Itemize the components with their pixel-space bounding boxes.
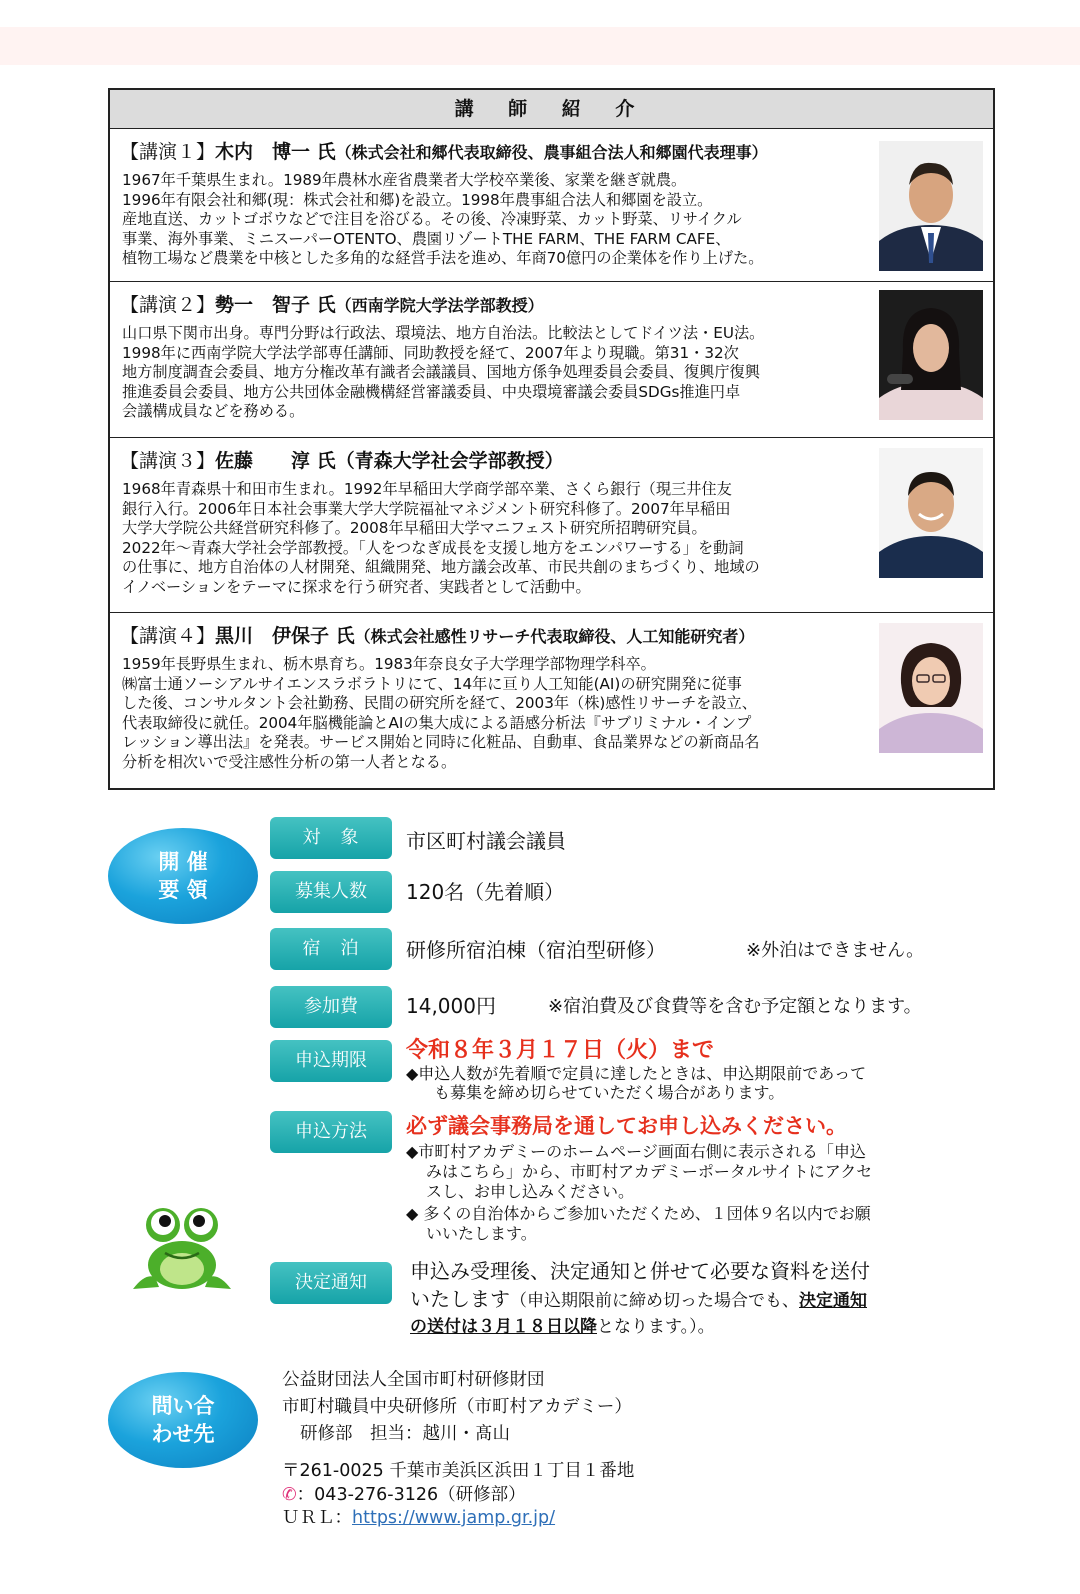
event-badge — [108, 828, 258, 924]
lecturer-bio — [122, 480, 874, 598]
bio-line: レッション導出法』を発表。サービス開始と同時に化粧品、自動車、食品業界などの新商品名 — [122, 733, 760, 752]
bio-line: 1998年に西南学院大学法学部専任講師、同助教授を経て、2007年より現職。第31・32次 — [122, 343, 739, 362]
contact-office: 市町村職員中央研修所（市町村アカデミー） — [282, 1397, 632, 1417]
bio-line: 銀行入行。2006年日本社会事業大学大学院福祉マネジメント研究科修了。2007年早稲田 — [122, 499, 731, 518]
bio-line: 1967年千葉県生まれ。1989年農林水産省農業者大学校卒業後、家業を継ぎ就農。 — [122, 171, 687, 189]
lecturer-affiliation: （青森大学社会学部教授） — [335, 450, 564, 472]
lecturer-name: 勢一 智子 氏 — [215, 294, 336, 316]
lecturer-photo — [879, 290, 983, 420]
capacity-label: 募集人数 — [270, 871, 392, 913]
method-note-1: ◆市町村アカデミーのホームページ画面右側に表示される「申込 — [406, 1142, 866, 1161]
method-value: 必ず議会事務局を通してお申し込みください。 — [406, 1114, 847, 1138]
bio-line: 代表取締役に就任。2004年脳機能論とAIの集大成による語感分析法『サブリミナル・インプ — [122, 713, 752, 732]
notice-text: となります。）。 — [597, 1317, 715, 1337]
lecturer-affiliation: （株式会社感性リサーチ代表取締役、人工知能研究者） — [354, 627, 755, 646]
lecturer-name: 佐藤 淳 氏 — [215, 450, 336, 472]
badge-line: 開 催 — [158, 850, 208, 874]
contact-phone: ：043-276-3126（研修部） — [296, 1485, 526, 1505]
lecturer-bio — [122, 655, 874, 773]
method-note-4: ◆ 多くの自治体からご参加いただくため、１団体９名以内でお願 — [406, 1204, 871, 1223]
method-label: 申込方法 — [270, 1111, 392, 1153]
bio-line: した後、コンサルタント会社勤務、民間の研究所を経て、2003年（株)感性リサーチを設立、 — [122, 694, 757, 713]
lecturer-photo — [879, 448, 983, 578]
fee-label: 参加費 — [270, 986, 392, 1028]
bio-line: 推進委員会委員、地方公共団体金融機構経営審議委員、中央環境審議会委員SDGs推進円卓 — [122, 382, 741, 401]
badge-line: 問い合 — [151, 1394, 215, 1418]
method-note-2: みはこちら」から、市町村アカデミーポータルサイトにアクセ — [426, 1162, 873, 1181]
fee-value: 14,000円 — [406, 994, 496, 1018]
lecture-label: 【講演３】 — [120, 450, 216, 472]
bio-line: 産地直送、カットゴボウなどで注目を浴びる。その後、冷凍野菜、カット野菜、リサイクル — [122, 210, 742, 229]
lecturer-table — [108, 88, 995, 790]
bio-line: ㈱富士通ソーシアルサイエンスラボラトリにて、14年に亘り人工知能(AI)の研究開発に従事 — [122, 674, 742, 693]
bio-line: 山口県下関市出身。専門分野は行政法、環境法、地方自治法。比較法としてドイツ法・EU法。 — [122, 324, 765, 342]
bio-line: 植物工場など農業を中核とした多角的な経営手法を進め、年商70億円の企業体を作り上げた。 — [122, 249, 764, 268]
lecturer-title — [120, 446, 564, 473]
contact-phone-row — [282, 1481, 526, 1506]
notice-label: 決定通知 — [270, 1262, 392, 1304]
notice-line-2 — [410, 1283, 867, 1312]
notice-text: いたします — [410, 1287, 510, 1311]
lecturer-name: 黒川 伊保子 氏 — [215, 625, 355, 647]
lecturer-title — [120, 621, 754, 648]
lodging-note: ※外泊はできません。 — [746, 940, 925, 961]
phone-icon: ✆ — [282, 1485, 297, 1505]
lecture-label: 【講演１】 — [120, 141, 216, 163]
badge-line: わせ先 — [151, 1422, 215, 1446]
lecturer-bio — [122, 171, 874, 269]
contact-badge — [108, 1372, 258, 1468]
notice-text: （申込期限前に締め切った場合でも、 — [510, 1291, 799, 1311]
contact-address: 〒261-0025 千葉市美浜区浜田１丁目１番地 — [282, 1461, 635, 1481]
website-link[interactable]: https://www.jamp.gr.jp/ — [352, 1508, 556, 1528]
lecturer-photo — [879, 623, 983, 753]
notice-emphasis: の送付は３月１８日以降 — [410, 1317, 597, 1337]
bio-line: 会議構成員などを務める。 — [122, 402, 305, 421]
bio-line: 大学大学院公共経営研究科修了。2008年早稲田大学マニフェスト研究所招聘研究員。 — [122, 519, 707, 538]
bio-line: 地方制度調査会委員、地方分権改革有識者会議議員、国地方係争処理委員会委員、復興庁復興 — [122, 363, 760, 382]
contact-org: 公益財団法人全国市町村研修財団 — [282, 1370, 545, 1390]
badge-line: 要 領 — [158, 878, 208, 902]
contact-url-row — [282, 1504, 555, 1529]
lecturer-bio — [122, 324, 874, 422]
deadline-note-1: ◆申込人数が先着順で定員に達したときは、申込期限前であって — [406, 1064, 867, 1083]
fee-note: ※宿泊費及び食費等を含む予定額となります。 — [548, 996, 922, 1017]
notice-emphasis: 決定通知 — [799, 1291, 867, 1311]
bio-line: の仕事に、地方自治体の人材開発、組織開発、地方議会改革、市民共創のまちづくり、地域の — [122, 558, 760, 577]
bio-line: 1996年有限会社和郷(現：株式会社和郷)を設立。1998年農事組合法人和郷園を設立。 — [122, 190, 713, 209]
lecturer-affiliation: （西南学院大学法学部教授） — [335, 296, 544, 315]
notice-line-1: 申込み受理後、決定通知と併せて必要な資料を送付 — [410, 1259, 870, 1283]
capacity-value: 120名（先着順） — [406, 880, 565, 904]
lecturer-photo — [879, 141, 983, 271]
lodging-label: 宿 泊 — [270, 928, 392, 970]
lecturer-3 — [110, 438, 993, 613]
lecturer-1 — [110, 129, 993, 282]
lecturer-name: 木内 博一 氏 — [215, 141, 336, 163]
bio-line: 事業、海外事業、ミニスーパーOTENTO、農園リゾートTHE FARM、THE FARM CAFE、 — [122, 229, 731, 248]
bio-line: 分析を相次いで受注感性分析の第一人者となる。 — [122, 752, 457, 771]
deadline-note-2: も募集を締め切らせていただく場合があります。 — [434, 1083, 785, 1102]
lecturer-2 — [110, 282, 993, 438]
lecture-label: 【講演２】 — [120, 294, 216, 316]
top-band — [0, 27, 1080, 65]
url-label: ＵＲＬ： — [282, 1508, 352, 1528]
lodging-value: 研修所宿泊棟（宿泊型研修） — [406, 938, 666, 962]
target-label: 対 象 — [270, 817, 392, 859]
section-title: 講 師 紹 介 — [110, 90, 993, 129]
target-value: 市区町村議会議員 — [406, 829, 566, 853]
bio-line: 1968年青森県十和田市生まれ。1992年早稲田大学商学部卒業、さくら銀行（現三井住友 — [122, 480, 732, 498]
bio-line: イノベーションをテーマに探求を行う研究者、実践者として活動中。 — [122, 577, 591, 596]
lecturer-title — [120, 290, 544, 317]
deadline-value: 令和８年３月１７日（火）まで — [406, 1038, 715, 1063]
method-note-5: いいたします。 — [426, 1224, 537, 1243]
lecturer-4 — [110, 613, 993, 788]
frog-mascot-icon — [125, 1197, 239, 1297]
bio-line: 1959年長野県生まれ、栃木県育ち。1983年奈良女子大学理学部物理学科卒。 — [122, 655, 656, 673]
contact-dept: 研修部 担当：越川・髙山 — [300, 1424, 510, 1444]
deadline-label: 申込期限 — [270, 1040, 392, 1082]
bio-line: 2022年～青森大学社会学部教授。「人をつなぎ成長を支援し地方をエンパワーする」を動詞 — [122, 538, 744, 557]
lecture-label: 【講演４】 — [120, 625, 216, 647]
method-note-3: スし、お申し込みください。 — [426, 1182, 635, 1201]
notice-line-3 — [410, 1312, 715, 1337]
lecturer-title — [120, 137, 768, 164]
lecturer-affiliation: （株式会社和郷代表取締役、農事組合法人和郷園代表理事） — [335, 143, 768, 162]
